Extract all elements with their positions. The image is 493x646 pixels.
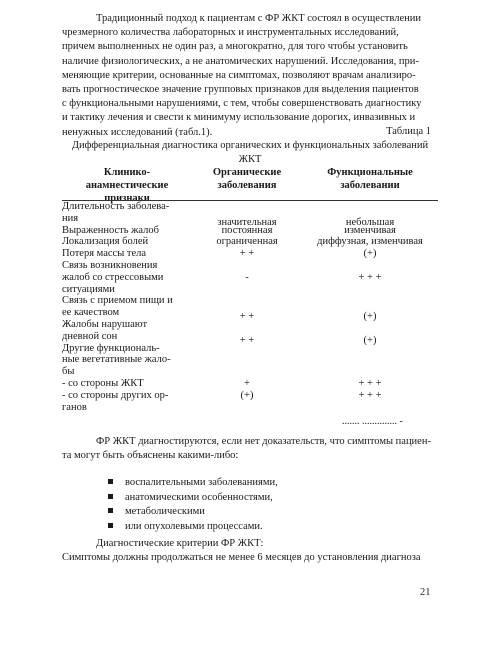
table-cell-organic-value: значительная: [217, 216, 277, 228]
column-header-organic: [192, 166, 302, 192]
table-cell-row-label: Жалобы нарушают: [62, 319, 148, 330]
criteria-section: [62, 537, 438, 565]
table-cell-row-label: ния: [62, 212, 79, 224]
bullet-square-icon: [108, 479, 113, 484]
header-line: анамнестические: [85, 180, 169, 191]
text-line: причем выполненных не один раз, а многократно, для того чтобы установить: [62, 41, 408, 53]
table-title-line: Дифференциальная диагностика органических и функциональных заболеваний: [71, 140, 429, 151]
table-cell-functional-value: + + +: [358, 389, 382, 401]
table-label: Таблица 1: [386, 126, 431, 137]
bullet-square-icon: [108, 494, 113, 499]
table-cell-row-label: Длительность заболева-: [62, 201, 170, 212]
column-header-functional: [302, 166, 438, 192]
table-cell-row-label: дневной сон: [62, 330, 118, 342]
header-line: Функциональные: [327, 167, 413, 178]
text-line: Традиционный подход к пациентам с ФР ЖКТ состоял в осуществлении: [96, 13, 421, 24]
table-cell-functional-value: (+): [363, 248, 377, 260]
page-number: 21: [420, 587, 431, 598]
header-line: признаки: [104, 193, 150, 204]
second-paragraph: [62, 435, 438, 463]
table-cell-organic-value: (+): [240, 389, 254, 401]
bullet-list: [108, 476, 278, 534]
list-item-text: метаболическими: [125, 506, 205, 518]
bullet-square-icon: [108, 523, 113, 528]
table-cell-row-label: - со стороны ЖКТ: [62, 378, 144, 389]
header-line: Клинико-: [103, 167, 151, 178]
table-cell-functional-value: (+): [363, 334, 377, 346]
table-cell-functional-value: (+): [363, 311, 377, 323]
table-cell-functional-value: + + +: [358, 271, 382, 283]
text-line: наличие физиологических, а не анатомических нарушений. Исследования, при-: [62, 55, 419, 67]
table-cell-row-label: ные вегетативные жало-: [62, 354, 171, 366]
table-cell-functional-value: изменчивая: [344, 224, 396, 236]
table-cell-organic-value: + +: [239, 311, 255, 323]
header-line: Органические: [212, 167, 282, 178]
header-line: заболевании: [340, 180, 400, 191]
list-item: [108, 476, 278, 491]
text-line: та могут быть объяснены какими-либо:: [62, 450, 239, 462]
table-cell-row-label: ганов: [62, 401, 87, 413]
table-cell-row-label: Локализация болей: [62, 236, 149, 248]
bullet-square-icon: [108, 508, 113, 513]
table-cell-row-label: Другие функциональ-: [62, 342, 160, 354]
table-cell-functional-value: диффузная, изменчивая: [317, 236, 423, 248]
table-cell-row-label: жалоб со стрессовыми: [62, 271, 164, 283]
text-line: ненужных исследований (табл.1).: [62, 126, 213, 138]
table-cell-organic-value: + +: [239, 334, 255, 346]
table-cell-organic-value: постоянная: [221, 224, 273, 236]
table-cell-organic-value: -: [245, 271, 249, 283]
list-item: [108, 520, 278, 535]
table-cell-organic-value: + +: [239, 248, 255, 260]
table-title-line: ЖКТ: [238, 153, 262, 165]
table-cell-organic-value: ограниченная: [216, 236, 278, 248]
text-line: и тактику лечения и свести к минимуму использование дорогих, инвазивных и: [62, 112, 416, 124]
criteria-line: Симптомы должны продолжаться не менее 6 месяцев до установления диагноза: [62, 552, 421, 564]
table-cell-row-label: Связь с приемом пищи и: [62, 295, 173, 307]
text-line: чрезмерного количества лабораторных и инструментальных исследований,: [62, 27, 399, 39]
table-cell-row-label: ее качеством: [62, 307, 120, 319]
text-line: ФР ЖКТ диагностируются, если нет доказательств, что симптомы пациен-: [96, 436, 431, 447]
list-item-text: или опухолевыми процессами.: [125, 520, 263, 532]
list-item-text: анатомическими особенностями,: [125, 491, 273, 503]
text-line: меняющие критерии, основанные на симптомах, позволяют врачам анализиро-: [62, 69, 416, 81]
text-line: с функциональными нарушениями, с тем, чтобы совершенствовать диагностику: [62, 98, 422, 110]
table-title: [62, 139, 438, 166]
criteria-heading: Диагностические критерии ФР ЖКТ:: [96, 538, 264, 549]
intro-paragraph: [62, 12, 438, 140]
table-cell-row-label: бы: [62, 366, 75, 378]
table-cell-organic-value: +: [244, 378, 250, 389]
list-item: [108, 491, 278, 506]
table-cell-functional-value: небольшая: [345, 216, 395, 228]
table-cell-row-label: - со стороны других ор-: [62, 389, 169, 401]
text-line: вать прогностическое значение групповых признаков для выделения пациентов: [62, 84, 419, 96]
table-cell-row-label: ситуациями: [62, 283, 115, 295]
table-cell-row-label: Выраженность жалоб: [62, 224, 159, 236]
table-cell-functional-value: + + +: [358, 378, 382, 389]
table-trailing-dots: ....... .............. -: [342, 416, 403, 427]
list-item-text: воспалительными заболеваниями,: [125, 477, 278, 488]
list-item: [108, 505, 278, 520]
header-line: заболевания: [217, 180, 277, 191]
table-cell-row-label: Связь возникновения: [62, 260, 158, 271]
table-cell-row-label: Потеря массы тела: [62, 248, 147, 260]
